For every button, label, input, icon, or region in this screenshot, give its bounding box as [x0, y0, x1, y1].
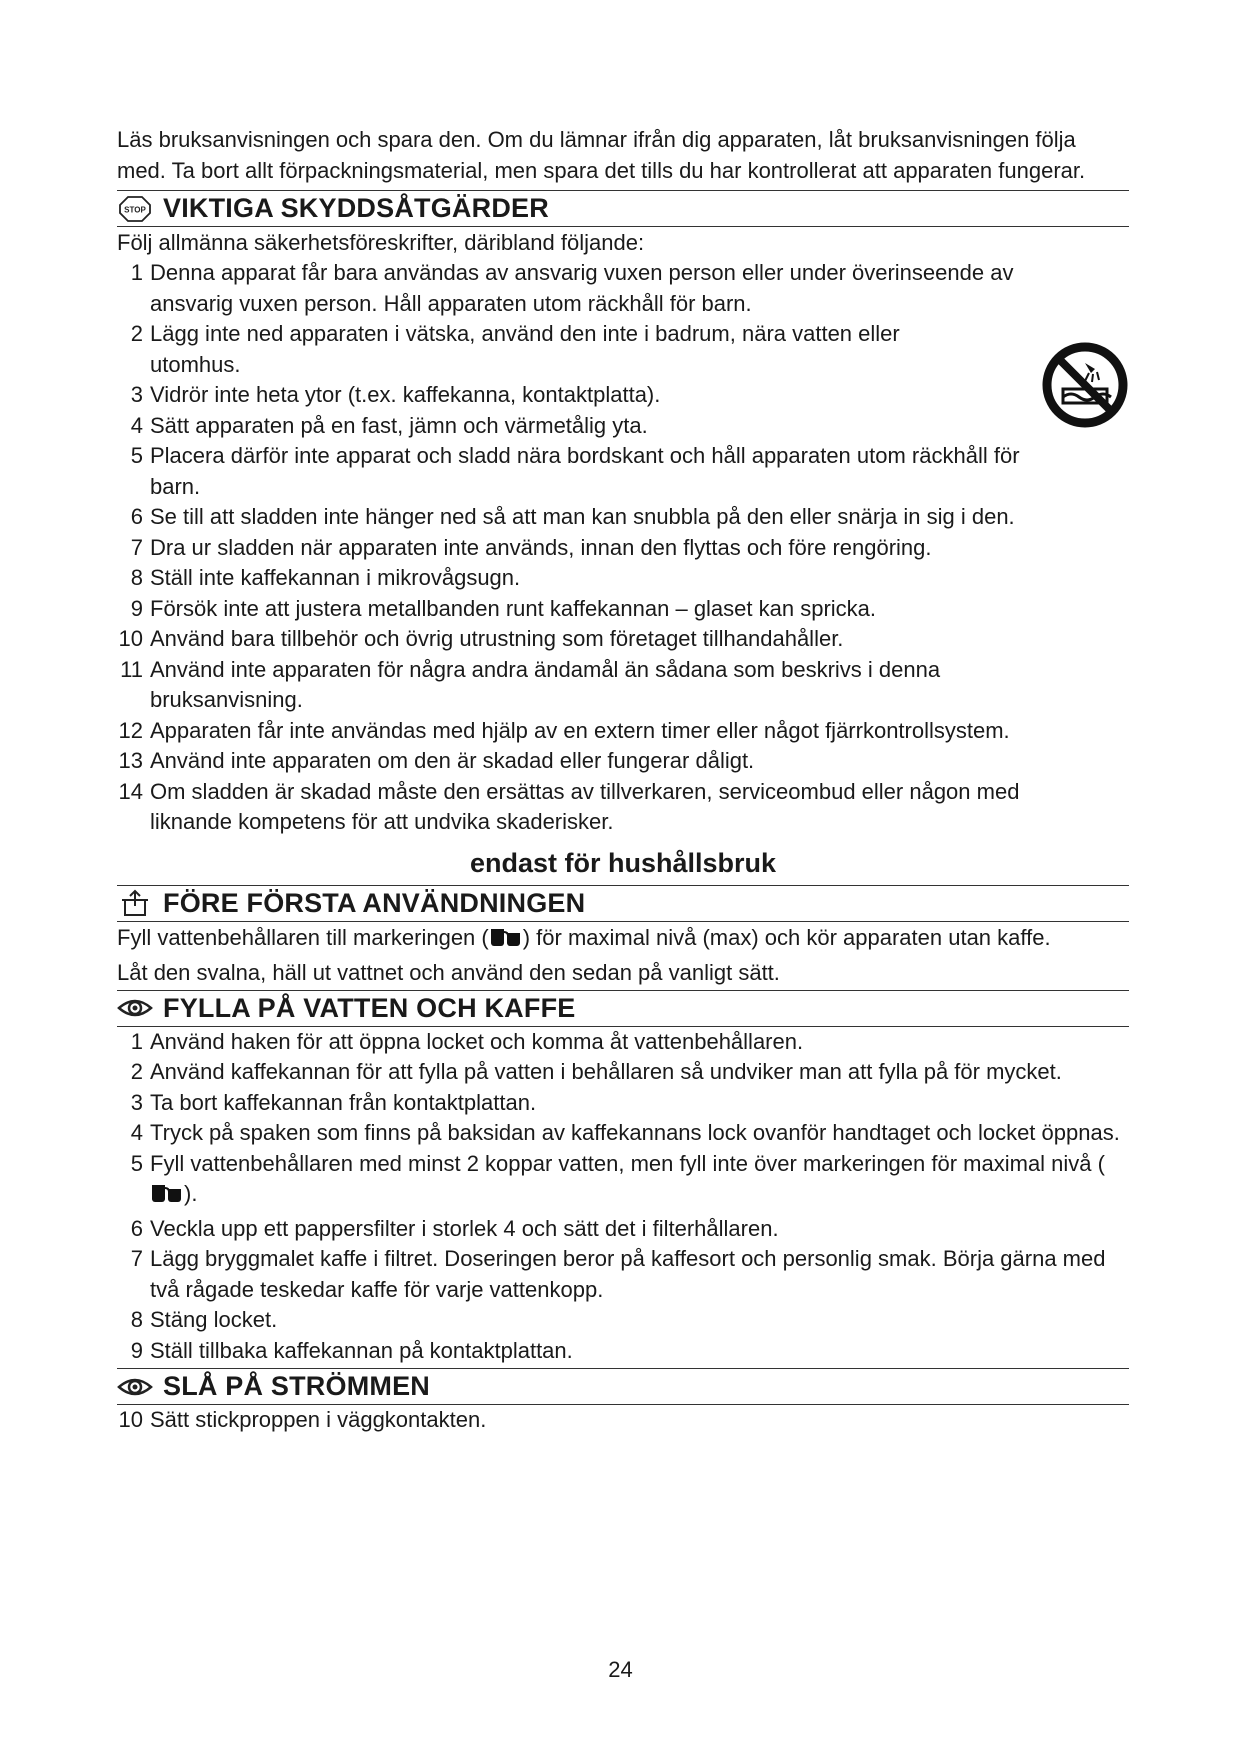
list-item: 1 Denna apparat får bara användas av ansvarig vuxen person eller under överinseende av ansvarig vuxen person. Håll apparaten utom räckhåll för barn. [130, 260, 1014, 316]
stop-icon-label: STOP [124, 205, 146, 214]
eye-icon [117, 993, 153, 1023]
safety-list [117, 258, 1129, 838]
list-item: 6 Veckla upp ett pappersfilter i storlek 4 och sätt det i filterhållaren. [130, 1215, 779, 1241]
manual-page [117, 124, 1129, 1436]
list-item: 2 Lägg inte ned apparaten i vätska, använd den inte i badrum, nära vatten eller utomhus. [130, 321, 900, 377]
fill-title: FYLLA PÅ VATTEN OCH KAFFE [163, 992, 576, 1023]
list-item: 1 Använd haken för att öppna locket och komma åt vattenbehållaren. [130, 1028, 804, 1054]
power-title: SLÅ PÅ STRÖMMEN [163, 1371, 431, 1401]
list-item: 8 Stäng locket. [130, 1307, 278, 1332]
list-item: 3 Vidrör inte heta ytor (t.ex. kaffekanna, kontaktplatta). [130, 382, 661, 407]
max-cups-icon [489, 926, 523, 957]
list-item: 13 Använd inte apparaten om den är skadad eller fungerar dåligt. [118, 748, 755, 773]
power-list [117, 1405, 1129, 1436]
list-item: 5 Placera därför inte apparat och sladd nära bordskant och håll apparaten utom räckhåll för barn. [130, 443, 1020, 499]
eye-icon [117, 1372, 153, 1402]
list-item: 6 Se till att sladden inte hänger ned så att man kan snubbla på den eller snärja in sig i den. [130, 504, 1015, 529]
stop-icon [117, 194, 153, 224]
power-heading [117, 1368, 1129, 1405]
list-item: 7 Dra ur sladden när apparaten inte används, innan den flyttas och före rengöring. [130, 534, 932, 560]
first-use-text-2: Låt den svalna, häll ut vattnet och använd den sedan på vanligt sätt. [117, 959, 780, 985]
page-number: 24 [608, 1657, 633, 1682]
no-water-warning-icon [1041, 341, 1129, 434]
unpack-box-icon [117, 888, 153, 918]
safety-heading [117, 190, 1129, 227]
list-item: 9 Försök inte att justera metallbanden runt kaffekannan – glaset kan spricka. [130, 595, 877, 621]
first-use-heading [117, 885, 1129, 922]
list-item: 11 Använd inte apparaten för några andra ändamål än sådana som beskrivs i denna bruksanvisning. [120, 656, 941, 712]
first-use-title: FÖRE FÖRSTA ANVÄNDNINGEN [163, 887, 586, 918]
list-item: 2 Använd kaffekannan för att fylla på vatten i behållaren så undviker man att fylla på för mycket. [130, 1059, 1062, 1084]
first-use-text: Fyll vattenbehållaren till markeringen ( ) för maximal nivå (max) och kör apparaten utan kaffe. [117, 922, 1129, 957]
list-item: 4 Tryck på spaken som finns på baksidan av kaffekannans lock ovanför handtaget och locket öppnas. [130, 1120, 1120, 1145]
list-item: 5 Fyll vattenbehållaren med minst 2 koppar vatten, men fyll inte över markeringen för maximal nivå (). [117, 1149, 1129, 1214]
max-cups-icon [150, 1183, 184, 1214]
list-item: 3 Ta bort kaffekannan från kontaktplattan. [130, 1089, 537, 1115]
list-item: 14 Om sladden är skadad måste den ersättas av tillverkaren, serviceombud eller någon med liknande kompetens för att undvika skaderisker. [118, 778, 1020, 834]
safety-title: VIKTIGA SKYDDSÅTGÄRDER [163, 193, 549, 223]
household-note: endast för hushållsbruk [469, 847, 777, 878]
fill-heading [117, 990, 1129, 1027]
list-item: 10 Använd bara tillbehör och övrig utrustning som företaget tillhandahåller. [118, 626, 844, 651]
list-item: 7 Lägg bryggmalet kaffe i filtret. Doseringen beror på kaffesort och personlig smak. Börja gärna med två rågade teskedar kaffe för varje vattenkopp. [130, 1246, 1106, 1302]
safety-lead: Följ allmänna säkerhetsföreskrifter, däribland följande: [117, 230, 645, 255]
intro-paragraph: Läs bruksanvisningen och spara den. Om du lämnar ifrån dig apparaten, låt bruksanvisningen följa med. Ta bort allt förpackningsmaterial, men spara det tills du har kontrollerat att apparaten fungerar. [117, 127, 1086, 183]
list-item: 9 Ställ tillbaka kaffekannan på kontaktplattan. [130, 1337, 573, 1363]
list-item: 10 Sätt stickproppen i väggkontakten. [118, 1407, 487, 1432]
list-item: 4 Sätt apparaten på en fast, jämn och värmetålig yta. [130, 412, 648, 438]
list-item: 8 Ställ inte kaffekannan i mikrovågsugn. [130, 565, 521, 590]
fill-list [117, 1027, 1129, 1367]
list-item: 12 Apparaten får inte användas med hjälp av en extern timer eller något fjärrkontrollsystem. [118, 717, 1010, 743]
